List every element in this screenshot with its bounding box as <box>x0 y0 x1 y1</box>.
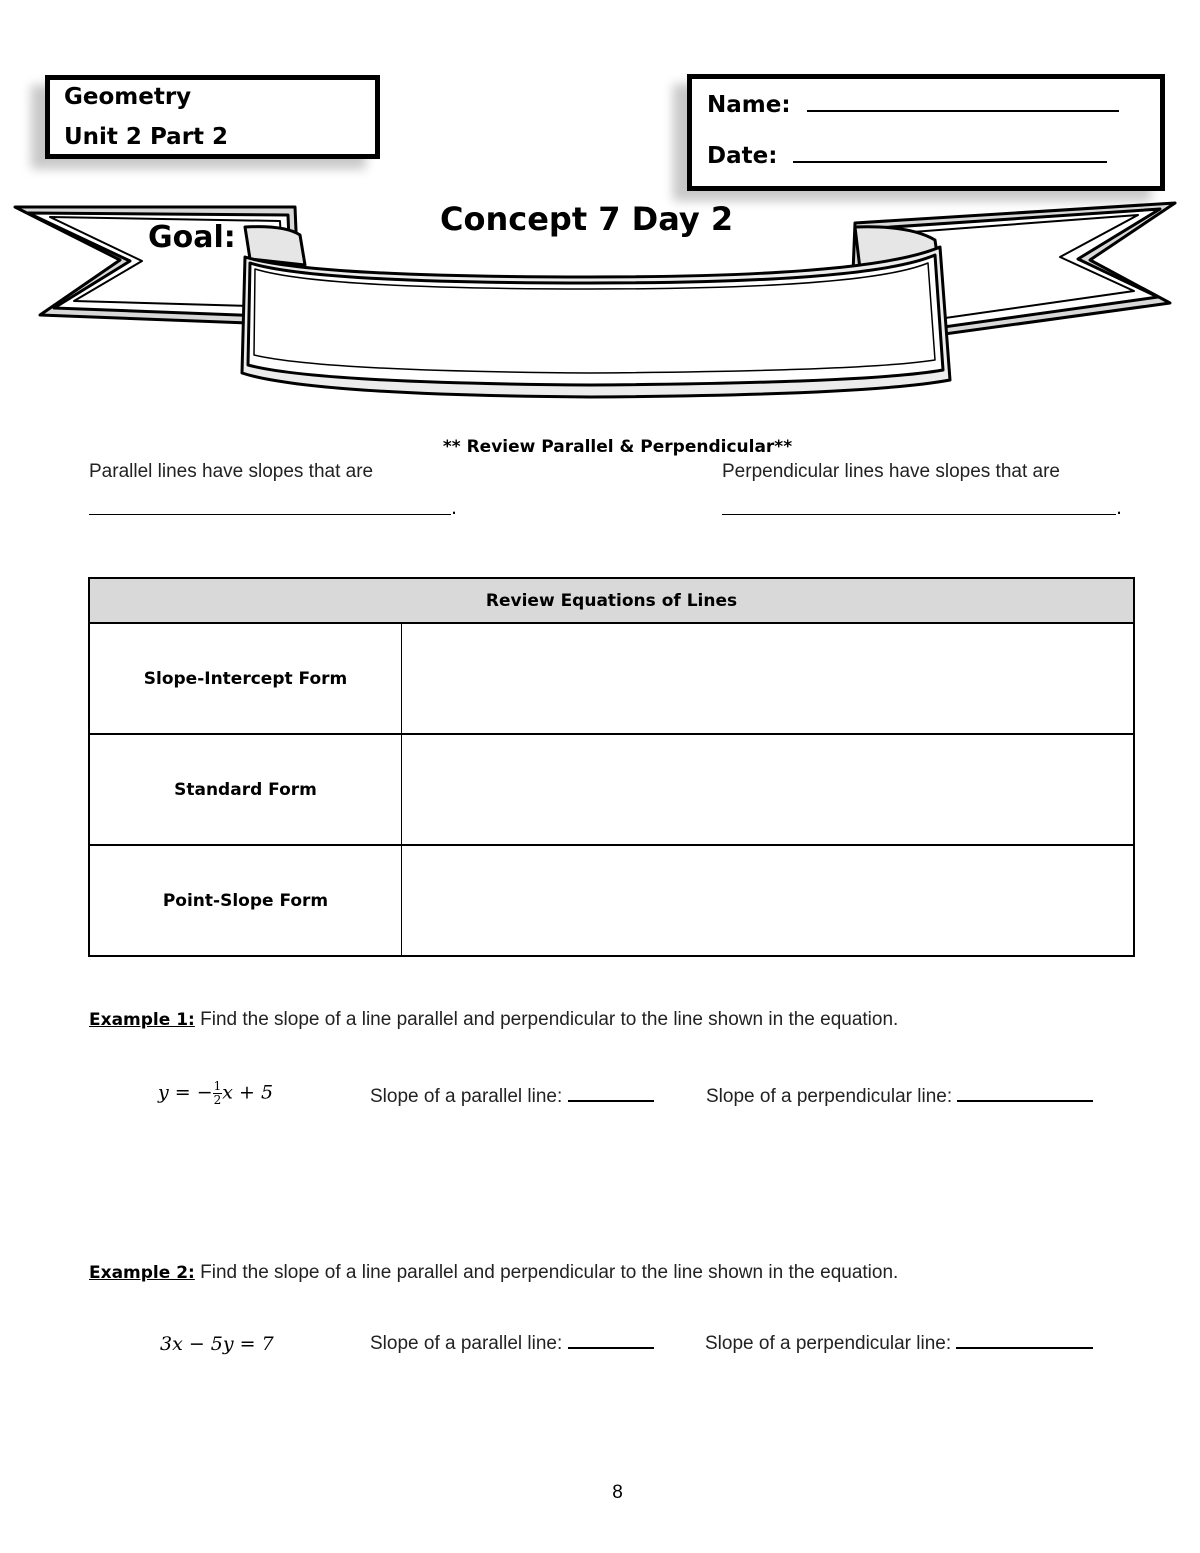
parallel-prompt: Parallel lines have slopes that are <box>89 461 374 482</box>
name-date-box <box>687 74 1165 191</box>
name-field[interactable] <box>807 109 1119 112</box>
point-slope-answer-cell[interactable] <box>402 845 1135 956</box>
date-field[interactable] <box>793 160 1107 163</box>
table-header: Review Equations of Lines <box>89 578 1134 623</box>
goal-input-area[interactable] <box>262 290 922 350</box>
example-1-parallel-prompt: Slope of a parallel line: <box>370 1086 654 1108</box>
example-2-parallel-answer[interactable] <box>568 1346 654 1349</box>
example-2-perpendicular-prompt: Slope of a perpendicular line: <box>705 1333 1093 1355</box>
unit-title: Unit 2 Part 2 <box>64 124 229 150</box>
example-1-parallel-answer[interactable] <box>568 1099 654 1102</box>
concept-title: Concept 7 Day 2 <box>440 200 734 238</box>
example-1-label: Example 1: <box>89 1010 195 1030</box>
date-row <box>707 143 1107 169</box>
table-row <box>89 734 1134 845</box>
review-heading: ** Review Parallel & Perpendicular** <box>442 437 793 457</box>
example-2-parallel-prompt: Slope of a parallel line: <box>370 1333 654 1355</box>
slope-intercept-answer-cell[interactable] <box>402 623 1135 734</box>
name-label: Name: <box>707 92 791 118</box>
parallel-period: . <box>451 497 458 519</box>
example-2-text: Find the slope of a line parallel and perpendicular to the line shown in the equation. <box>194 1262 899 1283</box>
table-header-row <box>89 578 1134 623</box>
row-label-slope-intercept: Slope-Intercept Form <box>89 623 402 734</box>
example-1-prompt <box>89 1009 898 1031</box>
date-label: Date: <box>707 143 778 169</box>
example-2-perpendicular-answer[interactable] <box>956 1346 1093 1349</box>
perpendicular-answer-line[interactable] <box>722 514 1116 515</box>
equations-table <box>88 577 1135 957</box>
example-1-perpendicular-prompt: Slope of a perpendicular line: <box>706 1086 1093 1108</box>
course-info-box <box>45 75 380 159</box>
perpendicular-period: . <box>1116 497 1123 519</box>
perpendicular-prompt: Perpendicular lines have slopes that are <box>722 461 1060 482</box>
table-row <box>89 623 1134 734</box>
example-1-equation: y = − $\frac{1}{2}$ x + 5 <box>158 1079 274 1107</box>
row-label-standard: Standard Form <box>89 734 402 845</box>
page-number: 8 <box>612 1482 623 1503</box>
fraction: $\frac{1}{2}$ <box>213 1079 222 1107</box>
standard-answer-cell[interactable] <box>402 734 1135 845</box>
example-2-label: Example 2: <box>89 1263 195 1283</box>
row-label-point-slope: Point-Slope Form <box>89 845 402 956</box>
name-row <box>707 92 1119 118</box>
course-title: Geometry <box>64 84 192 110</box>
parallel-answer-line[interactable] <box>89 514 451 515</box>
table-row <box>89 845 1134 956</box>
example-1-text: Find the slope of a line parallel and perpendicular to the line shown in the equation. <box>194 1009 899 1030</box>
goal-label: Goal: <box>148 220 236 255</box>
example-2-prompt <box>89 1262 898 1284</box>
example-1-perpendicular-answer[interactable] <box>957 1099 1093 1102</box>
example-2-equation: 3x − 5y = 7 <box>160 1333 274 1355</box>
